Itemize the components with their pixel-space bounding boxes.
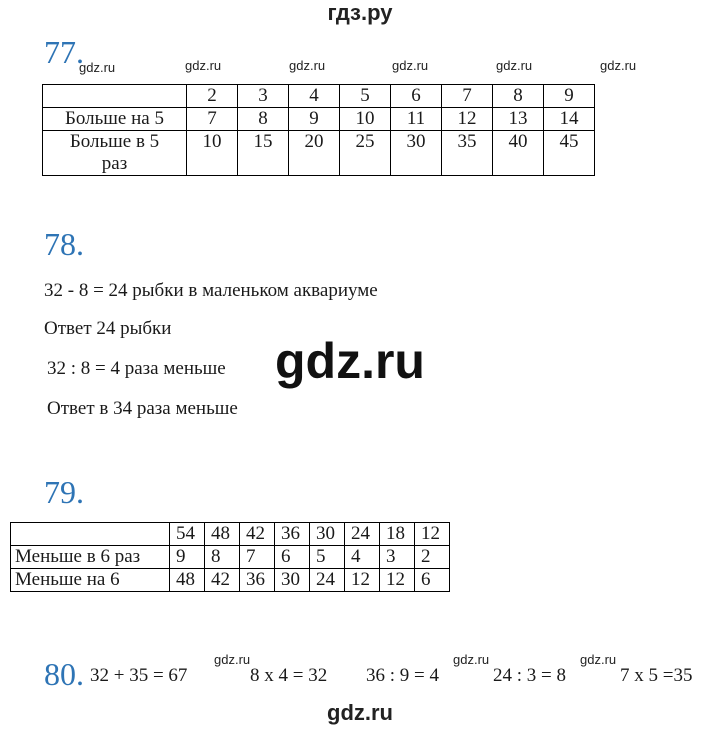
table-cell — [43, 85, 187, 108]
table-cell: 54 — [170, 523, 205, 546]
table-row — [11, 546, 450, 569]
answer-line: Ответ 24 рыбки — [44, 318, 172, 339]
table-cell: 18 — [380, 523, 415, 546]
table-cell: 30 — [310, 523, 345, 546]
row-label: Меньше в 6 раз — [11, 546, 170, 569]
table-cell: 8 — [238, 108, 289, 131]
table-cell: 48 — [170, 569, 205, 592]
table-cell: 5 — [310, 546, 345, 569]
table-cell: 36 — [240, 569, 275, 592]
watermark-small: gdz.ru — [600, 58, 637, 73]
solution-line: 32 : 8 = 4 раза меньше — [47, 358, 226, 379]
equation: 32 + 35 = 67 — [90, 665, 188, 686]
table-cell: 4 — [345, 546, 380, 569]
watermark-small: gdz.ru — [392, 58, 429, 73]
site-footer: gdz.ru — [327, 700, 393, 725]
table-cell: 30 — [391, 131, 442, 176]
table-cell: 24 — [310, 569, 345, 592]
row-label-line: Больше в 5 — [69, 131, 160, 152]
table-cell: 6 — [415, 569, 450, 592]
equation: 36 : 9 = 4 — [366, 665, 439, 686]
task-79-number: 79. — [44, 474, 84, 510]
table-row — [43, 108, 595, 131]
equation: 8 x 4 = 32 — [250, 665, 328, 686]
task-77-number: 77. — [44, 34, 84, 70]
task-80-number: 80. — [44, 656, 84, 692]
table-cell: 9 — [289, 108, 340, 131]
table-cell: 5 — [340, 85, 391, 108]
table-cell: 40 — [493, 131, 544, 176]
table-cell: 7 — [240, 546, 275, 569]
equation: 7 x 5 =35 — [620, 665, 693, 686]
watermark-small: gdz.ru — [289, 58, 326, 73]
table-cell: 48 — [205, 523, 240, 546]
table-cell: 36 — [275, 523, 310, 546]
table-cell: 6 — [275, 546, 310, 569]
row-label: Больше на 5 — [43, 108, 187, 131]
watermark-small: gdz.ru — [496, 58, 533, 73]
watermark-big: gdz.ru — [275, 333, 425, 389]
table-cell: 24 — [345, 523, 380, 546]
table-header-row — [43, 85, 595, 108]
table-cell: 8 — [493, 85, 544, 108]
table-cell: 10 — [187, 131, 238, 176]
watermark-small: gdz.ru — [79, 60, 116, 75]
watermark-small: gdz.ru — [453, 652, 490, 667]
equation: 24 : 3 = 8 — [493, 665, 566, 686]
table-cell: 7 — [187, 108, 238, 131]
table-cell: 4 — [289, 85, 340, 108]
table-row — [11, 569, 450, 592]
table-cell: 35 — [442, 131, 493, 176]
table-cell: 3 — [238, 85, 289, 108]
table-cell: 15 — [238, 131, 289, 176]
table-cell: 9 — [170, 546, 205, 569]
table-cell: 45 — [544, 131, 595, 176]
task-77-table — [42, 84, 595, 176]
table-header-row — [11, 523, 450, 546]
table-cell: 12 — [345, 569, 380, 592]
watermark-small: gdz.ru — [185, 58, 222, 73]
table-cell: 20 — [289, 131, 340, 176]
table-cell: 12 — [380, 569, 415, 592]
watermark-small: gdz.ru — [580, 652, 617, 667]
task-78-number: 78. — [44, 226, 84, 262]
table-cell: 2 — [415, 546, 450, 569]
table-cell: 8 — [205, 546, 240, 569]
table-cell — [11, 523, 170, 546]
answer-line: Ответ в 34 раза меньше — [47, 398, 238, 419]
row-label: Меньше на 6 — [11, 569, 170, 592]
table-cell: 11 — [391, 108, 442, 131]
site-header: гдз.ру — [327, 0, 393, 25]
table-cell: 14 — [544, 108, 595, 131]
solution-line: 32 - 8 = 24 рыбки в маленьком аквариуме — [44, 280, 378, 301]
table-row — [43, 131, 595, 176]
row-label-line: раз — [101, 153, 128, 174]
table-cell: 30 — [275, 569, 310, 592]
table-cell: 12 — [415, 523, 450, 546]
table-cell: 42 — [205, 569, 240, 592]
task-79-table — [10, 522, 450, 592]
table-cell: 9 — [544, 85, 595, 108]
table-cell: 42 — [240, 523, 275, 546]
table-cell: 13 — [493, 108, 544, 131]
table-cell: 3 — [380, 546, 415, 569]
table-cell: 6 — [391, 85, 442, 108]
table-cell: 10 — [340, 108, 391, 131]
table-cell: 12 — [442, 108, 493, 131]
watermark-small: gdz.ru — [214, 652, 251, 667]
table-cell: 7 — [442, 85, 493, 108]
row-label — [43, 131, 187, 176]
table-cell: 25 — [340, 131, 391, 176]
table-cell: 2 — [187, 85, 238, 108]
